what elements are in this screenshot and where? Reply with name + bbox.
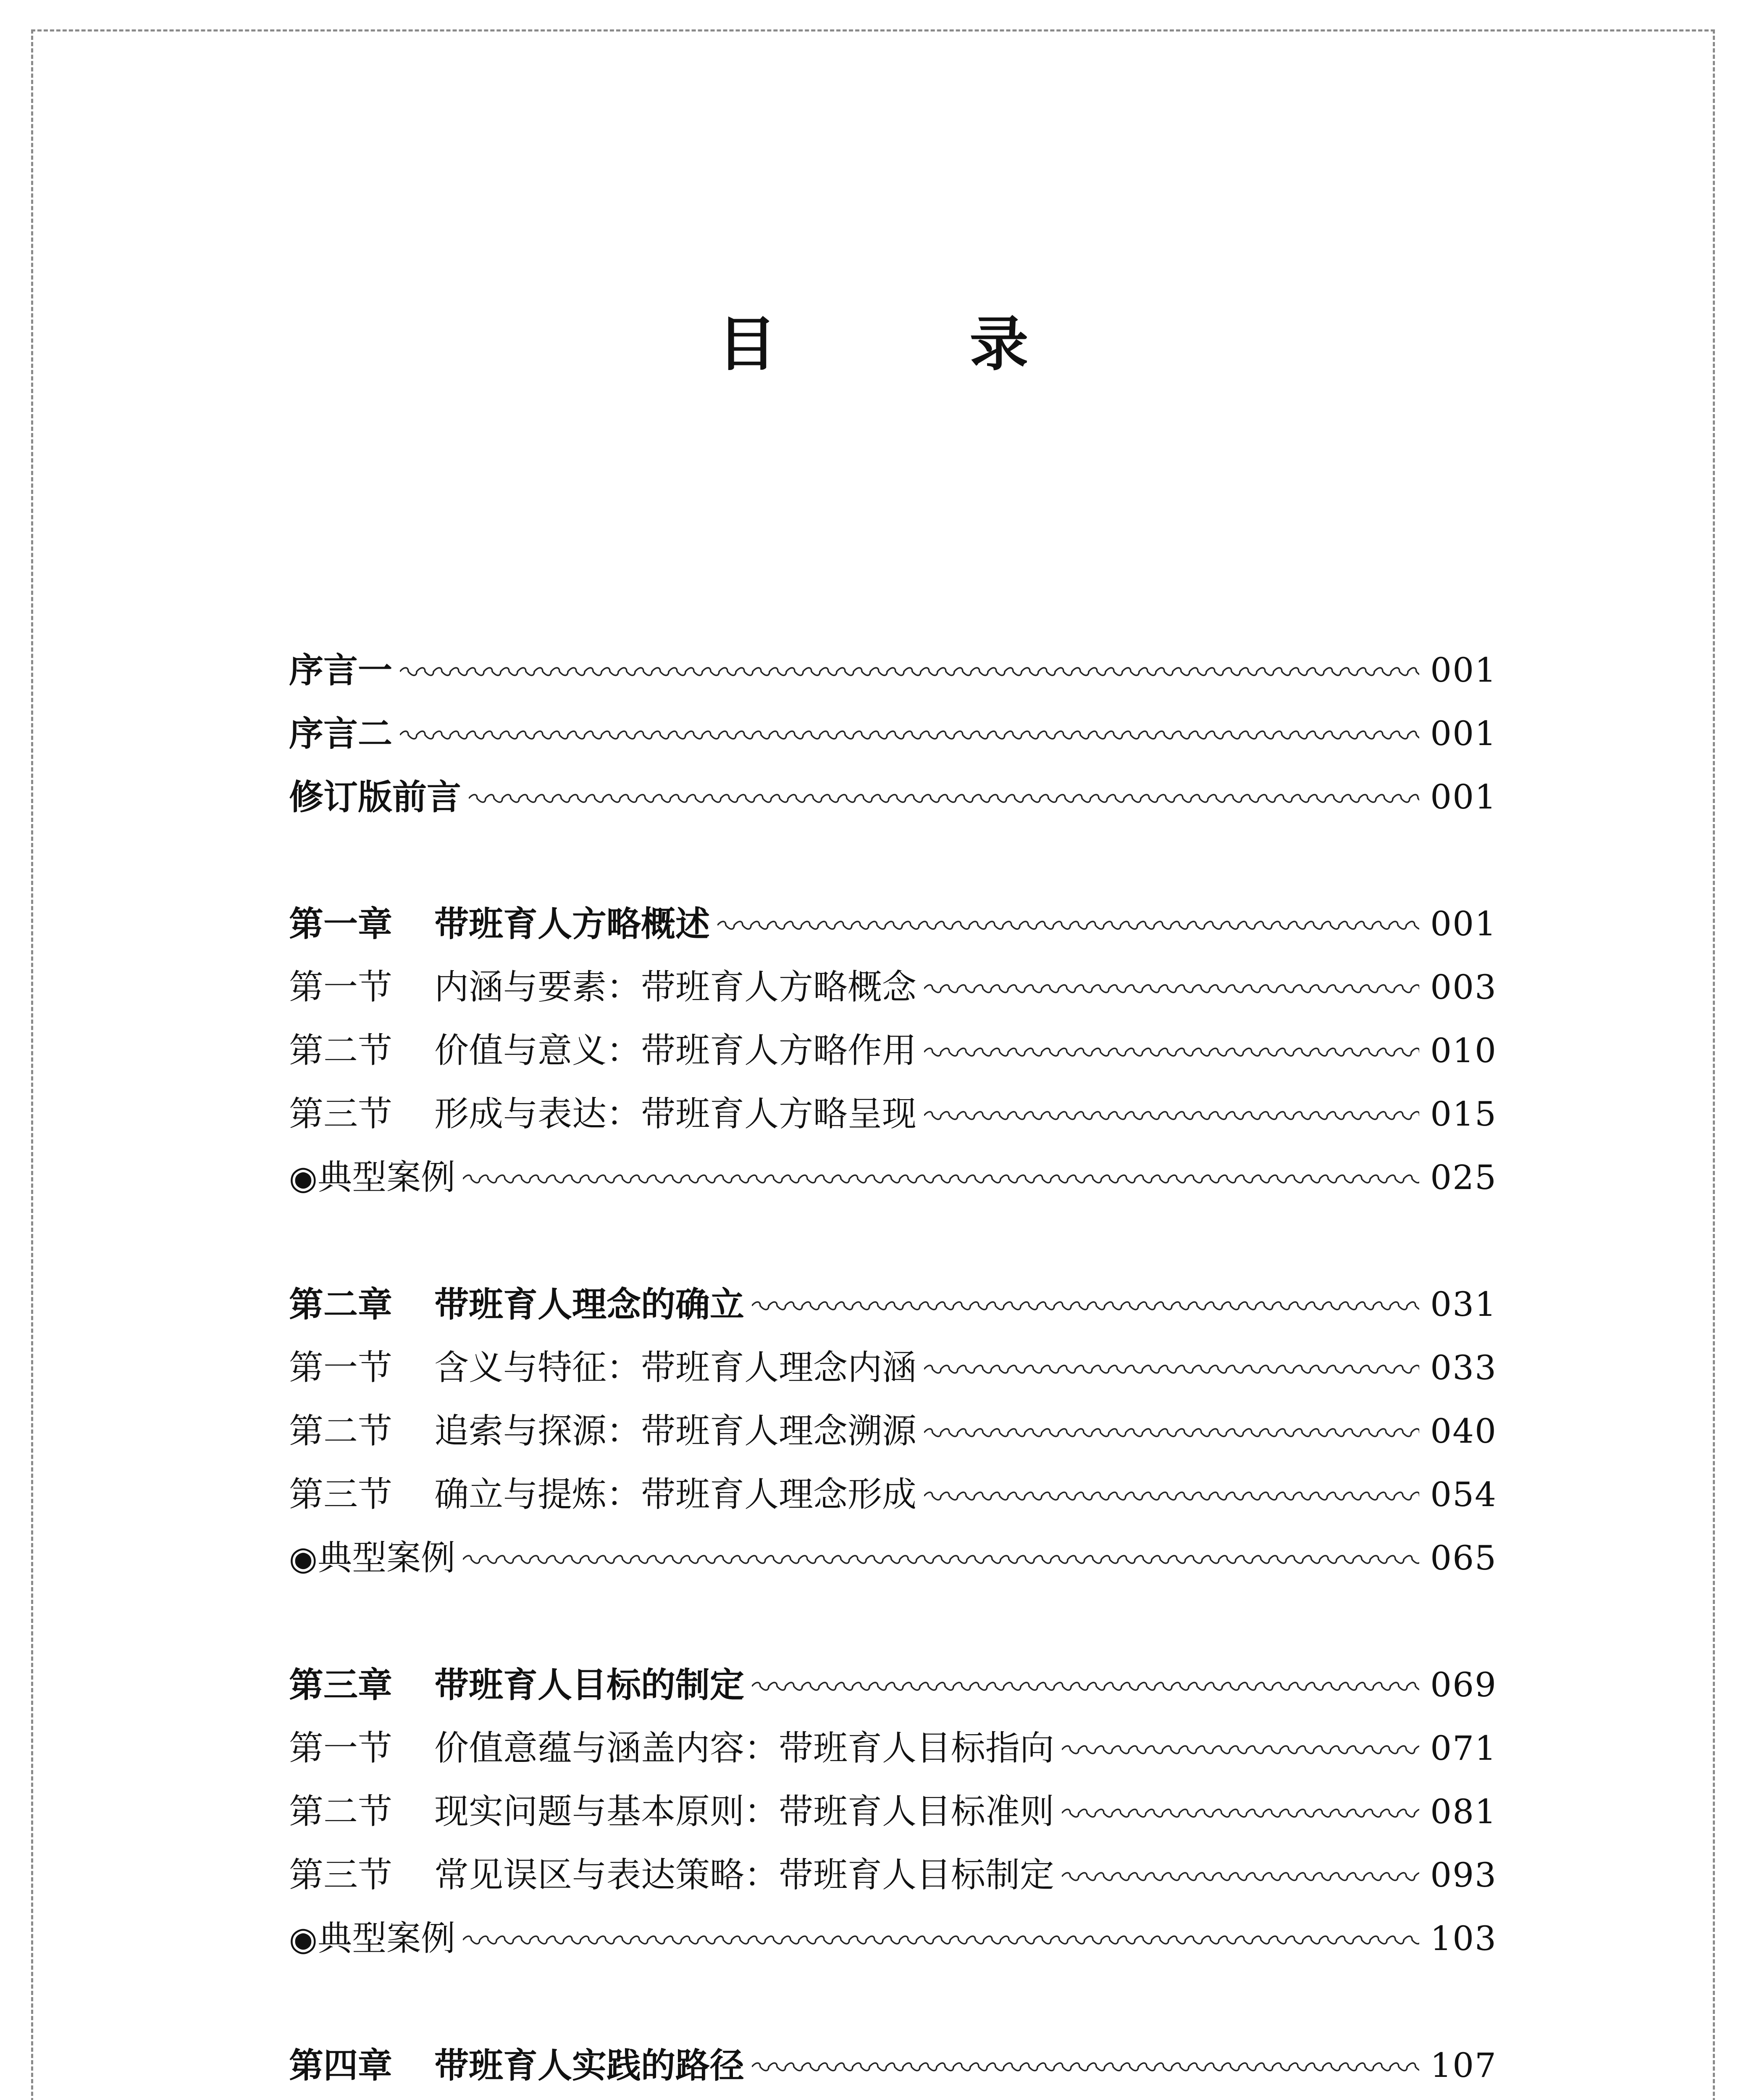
toc-leader-line	[463, 1554, 1419, 1565]
toc-entry-title: 确立与提炼：带班育人理念形成	[434, 1474, 917, 1515]
toc-entry-label	[289, 2045, 745, 2086]
toc-entry-chapter[interactable]	[289, 2034, 1497, 2097]
toc-leader-line	[400, 730, 1419, 740]
toc-entry-label	[289, 777, 462, 817]
toc-entry-title: 带班育人方略概述	[434, 903, 710, 944]
toc-entry-label	[289, 1538, 456, 1578]
toc-group-spacer	[289, 1209, 1497, 1273]
toc-entry-title: 现实问题与基本原则：带班育人目标准则	[434, 1791, 1055, 1832]
table-of-contents	[289, 638, 1497, 2100]
toc-entry-label	[289, 1664, 745, 1705]
toc-leader-line	[752, 1300, 1419, 1311]
toc-entry-title: 典型案例	[318, 1538, 456, 1578]
toc-page-number: 001	[1430, 904, 1497, 943]
toc-entry-prefix: 第一节	[289, 967, 393, 1007]
toc-group-spacer	[289, 1970, 1497, 2034]
toc-leader-line	[924, 1110, 1419, 1121]
toc-leader-line	[463, 1935, 1419, 1945]
toc-page-number: 001	[1430, 650, 1497, 690]
toc-entry-label	[289, 1918, 456, 1958]
toc-leader-line	[924, 983, 1419, 994]
toc-entry-title: 修订版前言	[289, 777, 462, 817]
toc-leader-line	[463, 1173, 1419, 1184]
toc-page-number: 054	[1430, 1475, 1497, 1514]
toc-entry-label	[289, 1094, 917, 1134]
toc-entry-label	[289, 1728, 1055, 1768]
toc-entry-prefix: 第一章	[289, 903, 393, 944]
toc-page-number: 040	[1430, 1411, 1497, 1451]
toc-entry-label	[289, 650, 393, 690]
fisheye-bullet-icon: ◉	[289, 1920, 318, 1958]
toc-entry-section[interactable]	[289, 956, 1497, 1019]
toc-leader-line	[400, 666, 1419, 677]
toc-entry-case[interactable]	[289, 1146, 1497, 1209]
toc-entry-chapter[interactable]	[289, 892, 1497, 956]
toc-entry-title: 带班育人实践的路径	[434, 2045, 745, 2086]
toc-entry-chapter[interactable]	[289, 1653, 1497, 1717]
toc-entry-prefix: 第二章	[289, 1284, 393, 1325]
toc-page-number: 015	[1430, 1094, 1497, 1134]
toc-page-number: 031	[1430, 1284, 1497, 1324]
toc-entry-case[interactable]	[289, 1907, 1497, 1970]
toc-entry-section[interactable]	[289, 1717, 1497, 1780]
toc-entry-section[interactable]	[289, 1082, 1497, 1146]
toc-entry-title: 带班育人理念的确立	[434, 1284, 745, 1325]
toc-entry-label	[289, 1284, 745, 1325]
toc-entry-label	[289, 713, 393, 754]
toc-entry-front[interactable]	[289, 765, 1497, 829]
toc-leader-line	[924, 1364, 1419, 1375]
toc-entry-label	[289, 1855, 1055, 1895]
toc-page-number: 081	[1430, 1792, 1497, 1831]
toc-group-spacer	[289, 829, 1497, 892]
toc-entry-chapter[interactable]	[289, 1273, 1497, 1336]
toc-entry-prefix: 第三节	[289, 1474, 393, 1515]
toc-entry-label	[289, 1474, 917, 1515]
toc-entry-label	[289, 903, 710, 944]
toc-page-number: 010	[1430, 1031, 1497, 1070]
toc-page-number: 025	[1430, 1158, 1497, 1197]
toc-entry-label	[289, 1030, 917, 1071]
toc-entry-title: 序言二	[289, 713, 393, 754]
toc-leader-line	[924, 1491, 1419, 1502]
toc-leader-line	[1062, 1871, 1419, 1882]
toc-entry-prefix: 第二节	[289, 1030, 393, 1071]
toc-entry-title: 带班育人目标的制定	[434, 1664, 745, 1705]
toc-entry-title: 典型案例	[318, 1918, 456, 1958]
toc-entry-section[interactable]	[289, 1399, 1497, 1463]
toc-entry-title: 价值与意义：带班育人方略作用	[434, 1030, 917, 1071]
toc-page-number: 001	[1430, 777, 1497, 816]
toc-page-number: 103	[1430, 1919, 1497, 1958]
toc-group-spacer	[289, 1590, 1497, 1653]
toc-entry-section[interactable]	[289, 2097, 1497, 2100]
toc-entry-title: 形成与表达：带班育人方略呈现	[434, 1094, 917, 1134]
toc-page-number: 069	[1430, 1665, 1497, 1704]
toc-entry-section[interactable]	[289, 1336, 1497, 1399]
toc-leader-line	[924, 1427, 1419, 1438]
toc-entry-prefix: 第三章	[289, 1664, 393, 1705]
toc-entry-title: 追索与探源：带班育人理念溯源	[434, 1411, 917, 1451]
toc-entry-case[interactable]	[289, 1526, 1497, 1590]
toc-entry-title: 序言一	[289, 650, 393, 690]
toc-page-number: 107	[1430, 2045, 1497, 2085]
toc-entry-title: 典型案例	[318, 1157, 456, 1197]
toc-leader-line	[1062, 1808, 1419, 1819]
toc-entry-section[interactable]	[289, 1019, 1497, 1082]
toc-leader-line	[1062, 1744, 1419, 1755]
toc-leader-line	[924, 1047, 1419, 1058]
toc-entry-prefix: 第一节	[289, 1347, 393, 1388]
toc-entry-prefix: 第二节	[289, 1411, 393, 1451]
toc-entry-title: 常见误区与表达策略：带班育人目标制定	[434, 1855, 1055, 1895]
toc-entry-title: 内涵与要素：带班育人方略概念	[434, 967, 917, 1007]
toc-entry-section[interactable]	[289, 1463, 1497, 1526]
toc-entry-prefix: 第一节	[289, 1728, 393, 1768]
toc-entry-title: 含义与特征：带班育人理念内涵	[434, 1347, 917, 1388]
toc-entry-front[interactable]	[289, 702, 1497, 765]
toc-page-number: 003	[1430, 967, 1497, 1007]
toc-entry-prefix: 第二节	[289, 1791, 393, 1832]
toc-entry-prefix: 第三节	[289, 1094, 393, 1134]
toc-entry-label	[289, 1791, 1055, 1832]
toc-entry-label	[289, 967, 917, 1007]
fisheye-bullet-icon: ◉	[289, 1159, 318, 1197]
toc-entry-front[interactable]	[289, 638, 1497, 702]
toc-entry-prefix: 第四章	[289, 2045, 393, 2086]
fisheye-bullet-icon: ◉	[289, 1539, 318, 1578]
toc-entry-label	[289, 1411, 917, 1451]
toc-page-number: 093	[1430, 1855, 1497, 1895]
toc-page-number: 071	[1430, 1728, 1497, 1768]
toc-entry-section[interactable]	[289, 1780, 1497, 1843]
toc-entry-label	[289, 1347, 917, 1388]
toc-page-number: 065	[1430, 1538, 1497, 1578]
toc-leader-line	[717, 920, 1419, 931]
page-title: 目 录	[717, 310, 1096, 379]
toc-entry-label	[289, 1157, 456, 1197]
toc-page-number: 001	[1430, 714, 1497, 753]
toc-leader-line	[752, 1681, 1419, 1692]
toc-leader-line	[469, 793, 1419, 804]
toc-entry-title: 价值意蕴与涵盖内容：带班育人目标指向	[434, 1728, 1055, 1768]
toc-leader-line	[752, 2061, 1419, 2072]
toc-entry-section[interactable]	[289, 1843, 1497, 1907]
toc-entry-prefix: 第三节	[289, 1855, 393, 1895]
toc-page-number: 033	[1430, 1348, 1497, 1387]
